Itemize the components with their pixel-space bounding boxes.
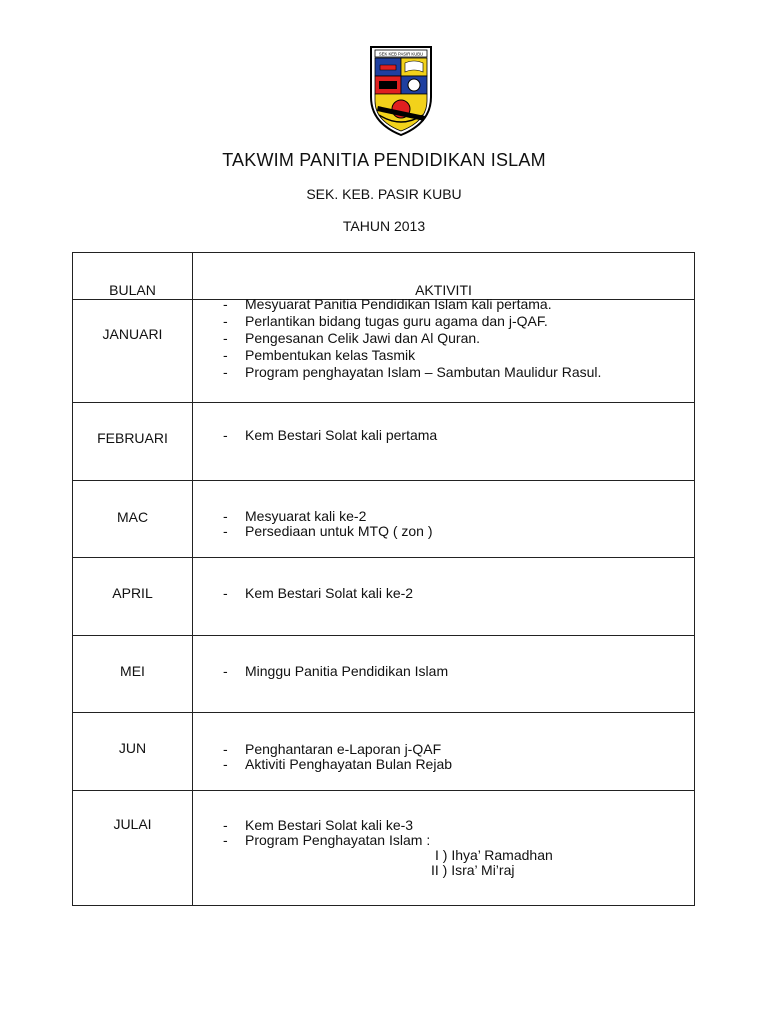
- list-item: - Pembentukan kelas Tasmik: [223, 347, 416, 363]
- month-cell: MAC: [73, 481, 193, 558]
- month-cell: JUN: [73, 713, 193, 791]
- table-row: [73, 481, 695, 558]
- month-cell: MEI: [73, 636, 193, 713]
- activities-cell: [193, 636, 695, 713]
- school-crest-logo: [369, 45, 433, 137]
- table-header-row: [73, 253, 695, 300]
- activities-cell: [193, 558, 695, 636]
- list-item: - Kem Bestari Solat kali pertama: [223, 427, 438, 443]
- svg-text:SEK KEB PASIR KUBU: SEK KEB PASIR KUBU: [378, 51, 424, 57]
- sub-item: II ) Isra’ Mi’raj: [431, 862, 515, 878]
- list-item: - Mesyuarat kali ke-2: [223, 508, 367, 524]
- activity-column-header: AKTIVITI: [193, 253, 695, 300]
- list-item: - Program penghayatan Islam – Sambutan Maulidur Rasul.: [223, 364, 602, 380]
- list-item: - Penghantaran e-Laporan j-QAF: [223, 741, 442, 757]
- activities-cell: [193, 403, 695, 481]
- table-row: [73, 558, 695, 636]
- month-cell: APRIL: [73, 558, 193, 636]
- list-item: - Kem Bestari Solat kali ke-2: [223, 585, 414, 601]
- table-row: [73, 403, 695, 481]
- month-cell: JULAI: [73, 791, 193, 906]
- year-label: TAHUN 2013: [342, 218, 426, 234]
- school-name: SEK. KEB. PASIR KUBU: [306, 186, 462, 202]
- list-item: - Persediaan untuk MTQ ( zon ): [223, 523, 433, 539]
- list-item: - Kem Bestari Solat kali ke-3: [223, 817, 414, 833]
- page-title: TAKWIM PANITIA PENDIDIKAN ISLAM: [222, 150, 546, 170]
- list-item: - Aktiviti Penghayatan Bulan Rejab: [223, 756, 453, 772]
- activities-cell: [193, 296, 695, 403]
- activities-cell: [193, 481, 695, 558]
- sub-item: I ) Ihya’ Ramadhan: [435, 847, 553, 863]
- list-item: - Mesyuarat Panitia Pendidikan Islam kali pertama.: [223, 296, 552, 312]
- table-row: [73, 713, 695, 791]
- table-row: [73, 636, 695, 713]
- month-column-header: BULAN: [73, 253, 193, 300]
- list-item: - Perlantikan bidang tugas guru agama dan j-QAF.: [223, 313, 548, 329]
- month-cell: JANUARI: [73, 300, 193, 403]
- table-row: [73, 791, 695, 906]
- activities-cell: [193, 713, 695, 791]
- list-item: - Pengesanan Celik Jawi dan Al Quran.: [223, 330, 481, 346]
- list-item: - Program Penghayatan Islam :: [223, 832, 431, 848]
- month-cell: FEBRUARI: [73, 403, 193, 481]
- activities-cell: [193, 791, 695, 906]
- list-item: - Minggu Panitia Pendidikan Islam: [223, 663, 449, 679]
- table-row: [73, 300, 695, 403]
- activity-calendar-table: [72, 252, 695, 906]
